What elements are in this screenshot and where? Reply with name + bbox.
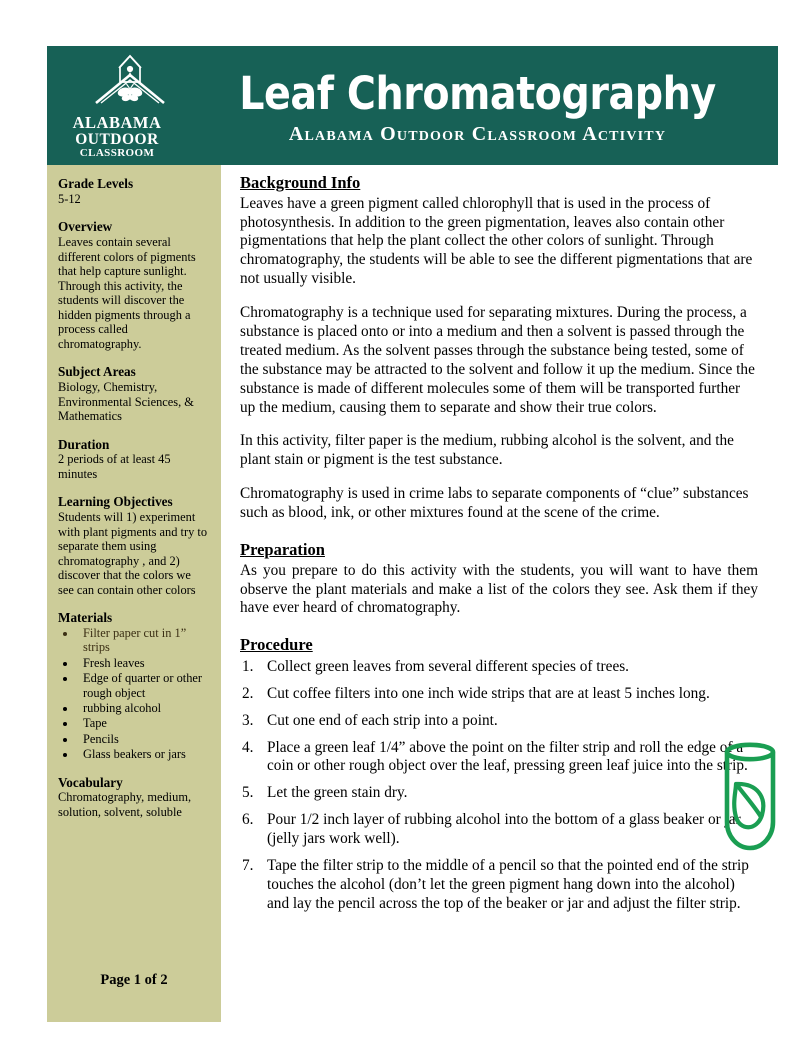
step-number: 7. [242, 857, 254, 875]
header-title-block [187, 67, 778, 146]
sidebar-section-grade-levels [58, 176, 209, 206]
background-paragraph-3: In this activity, filter paper is the medium, rubbing alcohol is the solvent, and the plant stain or pigment is the test substance. [240, 432, 734, 469]
background-paragraph-2: Chromatography is a technique used for separating mixtures. During the process, a substance is placed onto or into a medium and then a solvent is passed through the treated medium. As the solvent passes through the substance being tested, some of the substance may be attracted to the solvent and follow it up the medium. Since the substance is made of different molecules some of them will be transported further up the medium, causing them to separate and show their true colors. [240, 304, 755, 416]
logo-wordmark [47, 115, 187, 159]
logo-line-alabama: ALABAMA [72, 113, 162, 132]
sidebar-body-learning-objectives: Students will 1) experiment with plant pigments and try to separate them using chromatography , and 2) discover that the colors we see can contain other colors [58, 510, 208, 597]
preparation-paragraph-1: As you prepare to do this activity with the students, you will want to have them observe the plant materials and make a list of the colors they see. Ask them if they have ever heard of chromatography. [240, 561, 758, 617]
sidebar-heading-duration: Duration [58, 436, 110, 452]
document-header [47, 46, 778, 165]
materials-list [58, 626, 209, 762]
step-number: 6. [242, 811, 254, 829]
list-item: • Fresh leaves [77, 656, 209, 670]
sidebar-section-materials [58, 610, 209, 761]
section-heading-preparation: Preparation [240, 539, 325, 559]
procedure-step [240, 784, 758, 803]
step-number: 3. [242, 711, 254, 729]
sidebar-heading-materials: Materials [58, 610, 113, 626]
step-text: Pour 1/2 inch layer of rubbing alcohol into the bottom of a glass beaker or jar (jelly jars work well). [267, 811, 741, 848]
list-item: • Filter paper cut in 1” strips [77, 626, 209, 655]
procedure-step [240, 811, 758, 849]
procedure-step [240, 739, 758, 777]
birdhouse-butterfly-icon [93, 54, 167, 120]
sidebar-heading-grade-levels: Grade Levels [58, 176, 134, 191]
step-text: Place a green leaf 1/4” above the point on the filter strip and roll the edge of a coin or other rough object over the leaf, pressing green leaf juice into the strip. [267, 738, 748, 775]
sidebar-heading-overview: Overview [58, 219, 113, 235]
logo-line-outdoor: OUTDOOR [75, 130, 159, 148]
sidebar-section-duration [58, 437, 209, 482]
section-heading-background-info: Background Info [240, 173, 361, 192]
sidebar-body-vocabulary: Chromatography, medium, solution, solvent, soluble [58, 790, 192, 819]
list-item: • rubbing alcohol [77, 701, 209, 715]
procedure-list [240, 658, 758, 914]
background-paragraph-4: Chromatography is used in crime labs to separate components of “clue” substances such as blood, ink, or other mixtures found at the scene of the crime. [240, 485, 749, 522]
procedure-step [240, 857, 758, 914]
page-number: Page 1 of 2 [100, 972, 168, 989]
section-heading-procedure: Procedure [240, 635, 313, 655]
step-text: Cut one end of each strip into a point. [267, 711, 498, 729]
main-content [221, 165, 778, 1022]
step-text: Cut coffee filters into one inch wide strips that are at least 5 inches long. [267, 684, 710, 702]
step-number: 4. [242, 738, 254, 756]
organization-logo [47, 46, 187, 165]
sidebar-body-subject-areas: Biology, Chemistry, Environmental Sciences, & Mathematics [58, 380, 194, 424]
logo-line-classroom: CLASSROOM [79, 146, 155, 159]
step-text: Tape the filter strip to the middle of a pencil so that the pointed end of the strip touches the alcohol (don’t let the green pigment hang down into the alcohol) and lay the pencil across the top of the beaker or jar and adjust the filter strip. [267, 857, 749, 912]
sidebar-body-overview: Leaves contain several different colors of pigments that help capture sunlight. Through this activity, the students will discover the hidden pigments through a process called chromatography. [58, 235, 196, 351]
procedure-step [240, 712, 758, 731]
step-number: 2. [242, 684, 254, 702]
sidebar-section-subject-areas [58, 364, 209, 423]
sidebar-section-vocabulary [58, 775, 209, 820]
page-title: Leaf Chromatography [239, 67, 716, 120]
sidebar-section-overview [58, 219, 209, 351]
info-sidebar [47, 165, 221, 1022]
document-page [47, 46, 778, 1022]
step-text: Collect green leaves from several different species of trees. [267, 657, 630, 675]
list-item: • Glass beakers or jars [77, 747, 209, 761]
step-number: 1. [242, 657, 254, 675]
procedure-step [240, 685, 758, 704]
document-body [47, 165, 778, 1022]
step-number: 5. [242, 784, 254, 802]
sidebar-heading-vocabulary: Vocabulary [58, 774, 123, 790]
procedure-step [240, 658, 758, 677]
sidebar-heading-subject-areas: Subject Areas [58, 364, 136, 380]
step-text: Let the green stain dry. [267, 784, 408, 802]
sidebar-body-grade-levels: 5-12 [58, 191, 81, 206]
list-item: • Tape [77, 716, 209, 730]
sidebar-heading-learning-objectives: Learning Objectives [58, 494, 173, 510]
sidebar-section-learning-objectives [58, 494, 209, 597]
list-item: • Pencils [77, 732, 209, 746]
background-paragraph-1: Leaves have a green pigment called chlorophyll that is used in the process of photosynthesis. In addition to the green pigmentation, leaves also contain other pigmentations that help the plant collect the other colors of sunlight. Through chromatography, the students will be able to see the different pigmentations that are not usually visible. [240, 194, 753, 288]
sidebar-body-duration: 2 periods of at least 45 minutes [58, 452, 171, 481]
list-item: • Edge of quarter or other rough object [77, 671, 209, 700]
page-subtitle: Alabama Outdoor Classroom Activity [288, 123, 667, 145]
